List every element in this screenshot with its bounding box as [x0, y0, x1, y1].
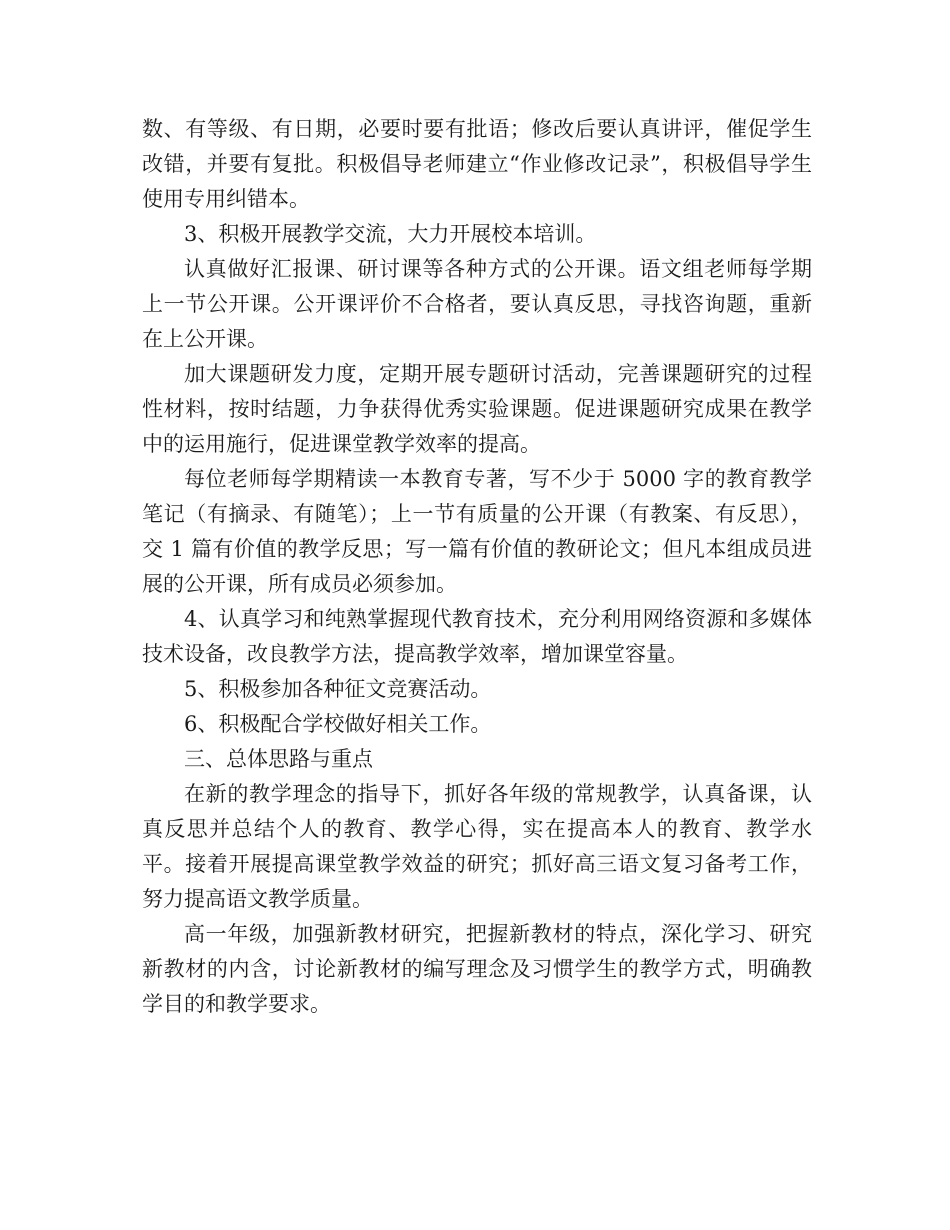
paragraph-item-3-heading: 3、积极开展教学交流，大力开展校本培训。: [184, 222, 597, 246]
paragraph-continued-homework: 数、有等级、有日期，必要时要有批语；修改后要认真讲评，催促学生改错，并要有复批。积极倡导老师建立“作业修改记录”，积极倡导学生使用专用纠错本。: [142, 117, 812, 211]
paragraph-item-6-cooperation: 6、积极配合学校做好相关工作。: [184, 712, 492, 736]
section-heading-overall-approach: 三、总体思路与重点: [184, 747, 373, 771]
paragraph-teacher-reading: 每位老师每学期精读一本教育专著，写不少于 5000 字的教育教学笔记（有摘录、有随笔）；上一节有质量的公开课（有教案、有反思），交 1 篇有价值的教学反思；写一篇有价值的教研论文；但凡本组成员进展的公开课，所有成员必须参加。: [142, 467, 812, 596]
paragraph-teaching-concept: 在新的教学理念的指导下，抓好各年级的常规教学，认真备课，认真反思并总结个人的教育、教学心得，实在提高本人的教育、教学水平。接着开展提高课堂教学效益的研究；抓好高三语文复习备考工作，努力提高语文教学质量。: [142, 782, 812, 911]
paragraph-research-topics: 加大课题研发力度，定期开展专题研讨活动，完善课题研究的过程性材料，按时结题，力争获得优秀实验课题。促进课题研究成果在教学中的运用施行，促进课堂教学效率的提高。: [142, 362, 812, 456]
paragraph-grade-one: 高一年级，加强新教材研究，把握新教材的特点，深化学习、研究新教材的内含，讨论新教材的编写理念及习惯学生的教学方式，明确教学目的和教学要求。: [142, 922, 812, 1016]
paragraph-item-4-technology: 4、认真学习和纯熟掌握现代教育技术，充分利用网络资源和多媒体技术设备，改良教学方法，提高教学效率，增加课堂容量。: [142, 607, 812, 666]
paragraph-item-5-contests: 5、积极参加各种征文竞赛活动。: [184, 677, 492, 701]
document-body: [142, 112, 812, 1022]
paragraph-open-class: 认真做好汇报课、研讨课等各种方式的公开课。语文组老师每学期上一节公开课。公开课评价不合格者，要认真反思，寻找咨询题，重新在上公开课。: [142, 257, 812, 351]
